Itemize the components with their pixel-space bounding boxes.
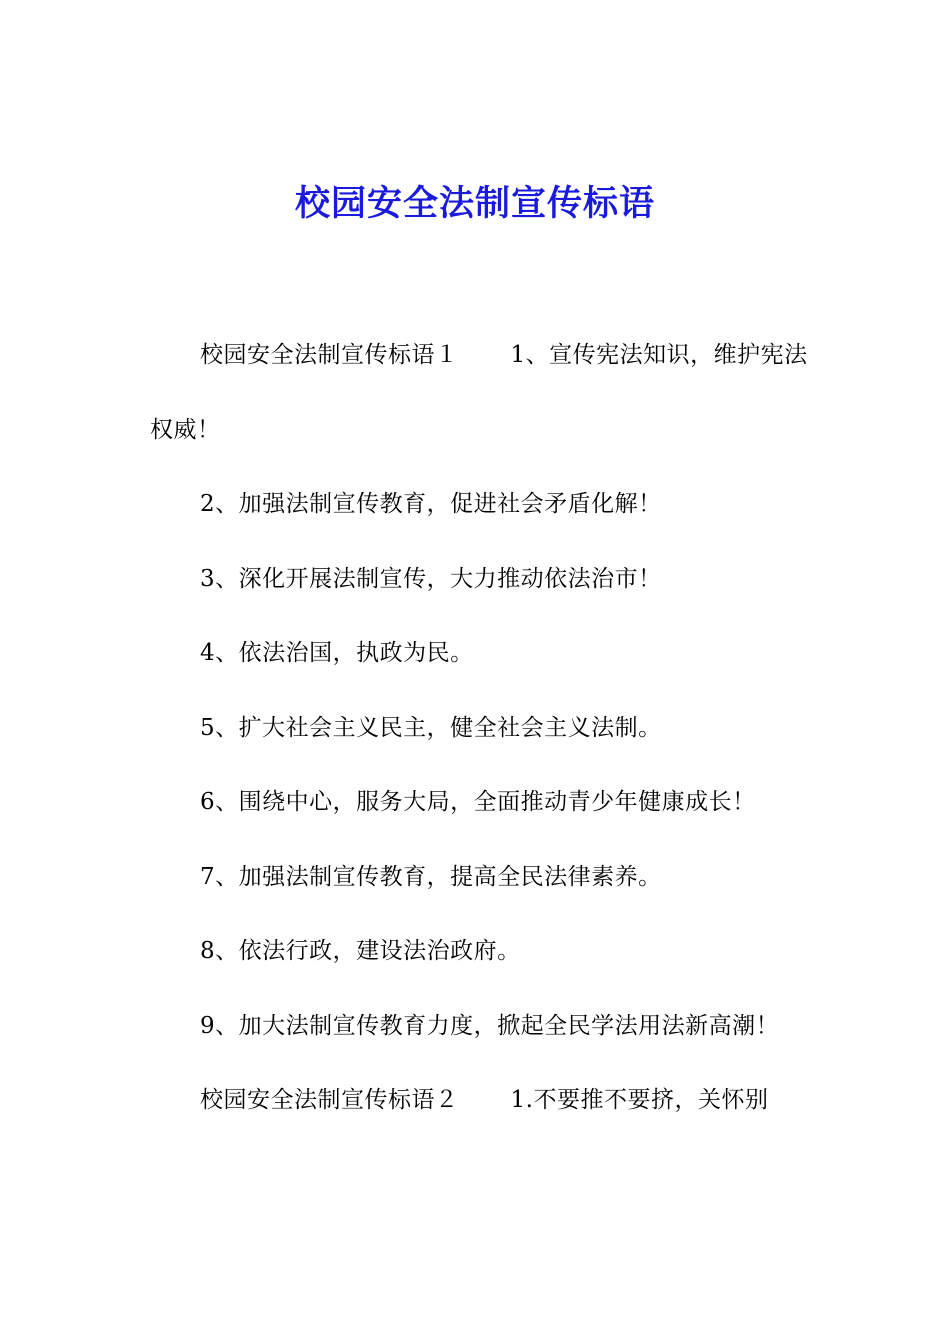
- list-item: 2、加强法制宣传教育，促进社会矛盾化解！: [200, 491, 662, 517]
- list-item: 5、扩大社会主义民主，健全社会主义法制。: [200, 714, 662, 741]
- section1-paragraph: [150, 318, 814, 467]
- document-body: [150, 318, 814, 1138]
- list-item: 3、深化开展法制宣传，大力推动依法治市！: [200, 565, 662, 592]
- document-title: 校园安全法制宣传标语: [294, 184, 655, 224]
- list-item: 7、加强法制宣传教育，提高全民法律素养。: [200, 863, 662, 890]
- section2-paragraph: [150, 1063, 814, 1138]
- list-item: 4、依法治国，执政为民。: [200, 640, 474, 666]
- section2-heading: 校园安全法制宣传标语２: [200, 1087, 459, 1113]
- list-item: 6、围绕中心，服务大局，全面推动青少年健康成长！: [200, 789, 756, 815]
- section1-first-item: 1、宣传宪法知识，维护宪法权威！: [150, 342, 808, 443]
- list-item: 9、加大法制宣传教育力度，掀起全民学法用法新高潮！: [200, 1012, 780, 1039]
- list-item: 8、依法行政，建设法治政府。: [200, 938, 521, 964]
- section1-heading: 校园安全法制宣传标语１: [200, 342, 459, 368]
- section2-first-item: 1.不要推不要挤，关怀别: [510, 1087, 769, 1113]
